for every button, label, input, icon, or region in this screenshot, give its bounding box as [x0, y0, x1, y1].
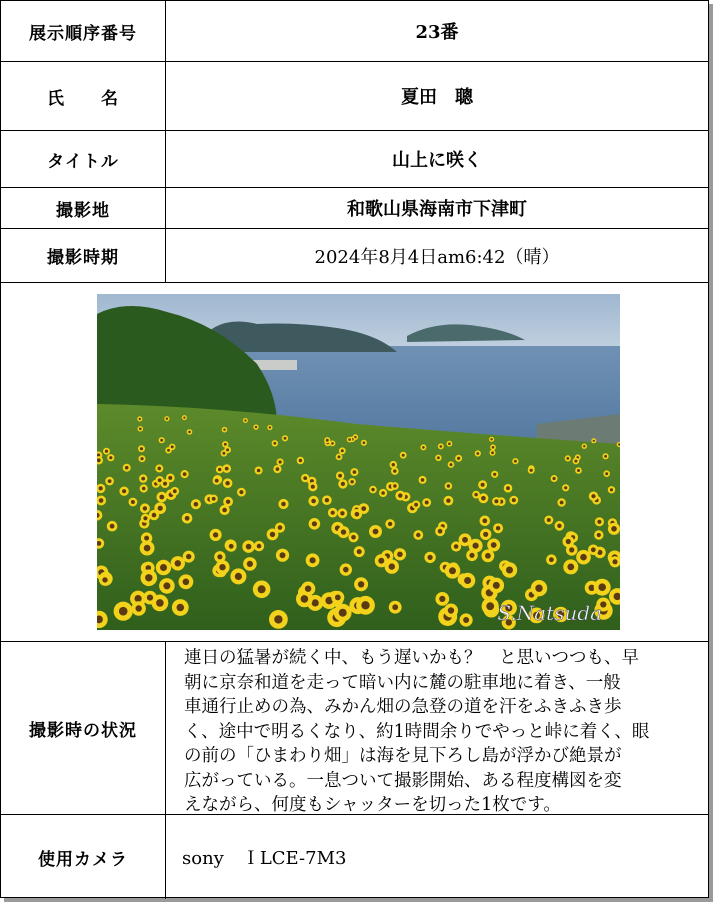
sunflower-center [325, 498, 329, 502]
sunflower-center [270, 532, 275, 537]
sunflower-center [173, 489, 177, 493]
value-camera: sony ＩLCE-7M3 [182, 848, 347, 869]
sunflower-center [223, 429, 225, 431]
sunflower-center [278, 525, 283, 530]
sunflower-center [398, 493, 402, 497]
sunflower-center [158, 506, 163, 511]
sunflower-center [143, 506, 147, 510]
situation-line: 朝に京奈和道を走って暗い内に麓の駐車地に着き、一般 [184, 672, 621, 693]
sunflower-center [392, 463, 395, 466]
sunflower-center [557, 524, 561, 528]
sunflower-center [348, 438, 351, 441]
sunflower-center [125, 466, 129, 470]
sunflower-center [566, 457, 569, 460]
sunflower-center [144, 545, 151, 552]
sunflower-center [416, 533, 420, 537]
sunflower-center [183, 472, 187, 476]
sunflower-center [481, 496, 486, 501]
sunflower-center [464, 577, 471, 584]
sunflower-center [222, 452, 225, 455]
sunflower-center [244, 419, 246, 421]
sunflower-center [159, 495, 164, 500]
sunflower-center [188, 431, 191, 434]
sunflower-center [171, 445, 174, 448]
situation-line: 車通行止めの為、みかん畑の急登の道を汗をふきふき歩 [184, 697, 622, 717]
sunflower-center [473, 543, 479, 549]
sunflower-center [351, 535, 356, 540]
sunflower-center [514, 460, 517, 463]
situation-line: えながら、何度もシャッターを切った1枚です。 [184, 795, 561, 815]
label-camera: 使用カメラ [1, 815, 166, 899]
sunflower-center [97, 458, 101, 462]
sunflower-center [457, 457, 460, 460]
sunflower-center [177, 604, 185, 612]
sunflower-center [591, 547, 596, 552]
sunflower-center [392, 604, 398, 610]
sunflower-center [512, 498, 516, 502]
sunflower-center [450, 463, 453, 466]
sunflower-center [357, 549, 362, 554]
sunflower-center [343, 567, 349, 573]
sunflower-center [156, 599, 164, 607]
sunflower-center [447, 484, 450, 487]
sunflower-center [491, 451, 494, 454]
sunflower-center [219, 564, 225, 570]
sunflower-center [305, 586, 311, 592]
photo-scene [97, 294, 620, 630]
sunflower-center [160, 439, 163, 442]
sunflower-center [185, 516, 190, 521]
situation-line: 広がっている。一息ついて撮影開始、ある程度構図を変 [184, 770, 622, 791]
sunflower-center [339, 609, 347, 617]
sunflower-center [141, 477, 145, 481]
sunflower-center [136, 605, 142, 611]
sunflower-center [474, 493, 477, 496]
sunflower-center [99, 486, 103, 490]
sunflower-center [299, 459, 302, 462]
sunflower-center [446, 499, 450, 503]
sunflower-center [448, 442, 451, 445]
sunflower-center [326, 439, 329, 442]
value-location: 和歌山県海南市下津町 [347, 199, 527, 220]
sunflower-center [183, 579, 190, 586]
sunflower-center [229, 544, 234, 549]
sunflower-center [355, 512, 360, 517]
sunflower-center [363, 441, 366, 444]
sunflower-center [140, 457, 143, 460]
sunflower-center [437, 456, 440, 459]
row-exhibit-number [1, 1, 708, 62]
sunflower-center [217, 554, 222, 559]
sunflower-center [476, 452, 479, 455]
sunflower-center [483, 532, 488, 537]
sunflower-center [611, 526, 617, 532]
sunflower-center [168, 476, 172, 480]
row-name [1, 62, 708, 131]
sunflower-center [566, 539, 571, 544]
sunflower-center [428, 555, 433, 560]
sunflower-center [247, 561, 253, 567]
sunflower-center [239, 490, 243, 494]
sunflower-center [135, 595, 142, 602]
sunflower-center [142, 487, 146, 491]
sunflower-center [246, 544, 252, 550]
sunflower-center [393, 469, 396, 472]
sunflower-center [163, 582, 170, 589]
sunflower-center [506, 567, 513, 574]
sunflower-center [194, 502, 199, 507]
sunflower-center [226, 448, 229, 451]
situation-line: 連日の猛暑が続く中、もう遅いかも？ と思いつつも、早 [184, 648, 639, 668]
sunflower-center [166, 418, 168, 420]
sunflower-center [493, 582, 500, 589]
sunflower-center [312, 521, 317, 526]
sunflower-center [358, 581, 364, 587]
sunflower-center [105, 450, 108, 453]
sunflower-center [226, 500, 230, 504]
sunflower-center [222, 508, 227, 513]
sunflower-center [438, 529, 443, 534]
sunflower-center [122, 489, 126, 493]
sunflower-center [284, 437, 287, 440]
sunflower-center [439, 596, 445, 602]
sunflower-center [449, 567, 456, 574]
sunflower-center [311, 485, 315, 489]
sunflower-center [421, 478, 425, 482]
sunflower-center [274, 615, 282, 623]
sunflower-center [361, 601, 369, 609]
sunflower-center [564, 486, 567, 489]
row-camera [1, 815, 708, 899]
sunflower-center [549, 557, 554, 562]
situation-line: の前の「ひまわり畑」は海を見下ろし島が浮かび絶景が [184, 746, 622, 766]
sunflower-center [183, 417, 185, 419]
sunflower-center [440, 445, 443, 448]
label-location: 撮影地 [1, 188, 166, 228]
sunflower-center [490, 438, 492, 440]
sunflower-center [361, 506, 366, 511]
sunflower-center [224, 443, 227, 446]
sunflower-center [140, 447, 143, 450]
value-name: 夏田 聰 [401, 87, 473, 108]
sunflower-center [597, 533, 601, 537]
sunflower-center [225, 467, 229, 471]
sunflower-center [269, 426, 271, 428]
sunflower-center [482, 518, 487, 523]
sunflower-center [331, 442, 334, 445]
value-exhibit-number: 23番 [415, 22, 459, 43]
sunflower-center [139, 418, 141, 420]
sunflower-center [119, 607, 128, 616]
sunflower-center [273, 442, 276, 445]
sunflower-center [341, 529, 346, 534]
label-title: タイトル [1, 131, 166, 187]
sunflower-center [331, 511, 335, 515]
sunflower-center [402, 454, 405, 457]
sunflower-center [425, 501, 429, 505]
sunflower-center [143, 516, 147, 520]
sunflower-center [393, 484, 396, 487]
sunflower-center [158, 478, 162, 482]
sunflower-center [310, 557, 316, 563]
row-situation [1, 642, 708, 815]
sunflower-center [279, 460, 282, 463]
sunflower-center [258, 585, 266, 593]
sunflower-center [613, 559, 618, 564]
sunflower-center [486, 602, 494, 610]
sunflower-center [530, 469, 533, 472]
sunflower-center [493, 473, 496, 476]
sunflower-center [312, 599, 319, 606]
sunflower-photo [97, 294, 620, 630]
label-name: 氏 名 [1, 62, 166, 130]
sunflower-center [597, 520, 601, 524]
sunflower-center [255, 426, 257, 428]
sunflower-center [108, 479, 112, 483]
sunflower-center [591, 494, 595, 498]
sunflower-center [163, 482, 167, 486]
sunflower-center [494, 499, 498, 503]
sunflower-center [280, 552, 286, 558]
value-situation [166, 642, 708, 814]
sunflower-center [496, 526, 500, 530]
sunflower-center [448, 607, 454, 613]
sunflower-center [215, 479, 219, 483]
sunflower-center [371, 488, 374, 491]
sunflower-center [158, 467, 162, 471]
sunflower-center [567, 564, 574, 571]
sunflower-center [341, 449, 344, 452]
sunflower-center [422, 446, 425, 449]
sunflower-center [560, 501, 564, 505]
sunflower-center [257, 544, 262, 549]
sunflower-center [378, 558, 384, 564]
sunflower-center [454, 544, 459, 549]
sunflower-center [276, 467, 280, 471]
sunflower-center [340, 511, 344, 515]
sunflower-center [491, 542, 497, 548]
label-situation: 撮影時の状況 [1, 642, 166, 814]
sunflower-center [485, 553, 491, 559]
sunflower-center [569, 547, 574, 552]
sunflower-center [593, 440, 595, 442]
sunflower-center [462, 537, 468, 543]
sunflower-center [580, 554, 587, 561]
sunflower-center [350, 480, 353, 483]
sunflower-center [353, 470, 357, 474]
sunflower-center [311, 499, 316, 504]
sunflower-center [535, 585, 542, 592]
sunflower-center [281, 502, 286, 507]
sunflower-center [610, 488, 613, 491]
sunflower-center [397, 552, 403, 558]
sunflower-center [102, 577, 107, 582]
sunflower-center [225, 481, 229, 485]
sunflower-center [186, 554, 191, 559]
sunflower-center [605, 472, 608, 475]
value-title: 山上に咲く [392, 150, 482, 171]
sunflower-center [373, 529, 379, 535]
sunflower-center [553, 477, 556, 480]
sunflower-center [152, 513, 157, 518]
value-date: 2024年8月4日am6:42（晴） [314, 246, 560, 268]
sunflower-center [145, 574, 152, 581]
sunflower-center [338, 455, 341, 458]
sunflower-center [131, 500, 135, 504]
sunflower-center [110, 524, 115, 529]
situation-line: く、途中で明るくなり、約1時間余りでやっと峠に着く、眼 [184, 721, 650, 742]
sunflower-center [257, 469, 261, 473]
row-title [1, 131, 708, 188]
sunflower-center [303, 476, 307, 480]
sunflower-center [414, 503, 418, 507]
sunflower-center [338, 474, 342, 478]
sunflower-center [604, 455, 607, 458]
label-date: 撮影時期 [1, 229, 166, 282]
sunflower-center [212, 497, 216, 501]
sunflower-center [335, 595, 341, 601]
sunflower-center [175, 560, 181, 566]
sunflower-center [574, 460, 577, 463]
sunflower-center [301, 595, 309, 603]
sunflower-center [213, 532, 218, 537]
sunflower-center [160, 564, 167, 571]
sunflower-center [547, 518, 551, 522]
sunflower-center [99, 498, 104, 503]
sunflower-center [139, 428, 142, 431]
sunflower-center [144, 536, 149, 541]
sunflower-center [598, 583, 606, 591]
label-exhibit-number: 展示順序番号 [1, 1, 166, 61]
photo-signature: S.Natsuda [497, 601, 602, 625]
sunflower-center [341, 482, 345, 486]
sunflower-center [577, 469, 580, 472]
sunflower-center [147, 595, 153, 601]
sunflower-center [235, 573, 242, 580]
sunflower-center [388, 522, 392, 526]
sunflower-center [109, 456, 112, 459]
sunflower-center [481, 483, 485, 487]
sunflower-center [469, 553, 474, 558]
sunflower-center [583, 445, 585, 447]
row-photo [1, 283, 708, 642]
sunflower-center [506, 486, 510, 490]
row-location [1, 188, 708, 229]
sunflower-center [167, 449, 170, 452]
sunflower-center [389, 563, 395, 569]
sunflower-center [218, 468, 221, 471]
sunflower-center [492, 446, 495, 449]
sunflower-center [381, 491, 385, 495]
sunflower-center [463, 617, 469, 623]
row-date [1, 229, 708, 283]
